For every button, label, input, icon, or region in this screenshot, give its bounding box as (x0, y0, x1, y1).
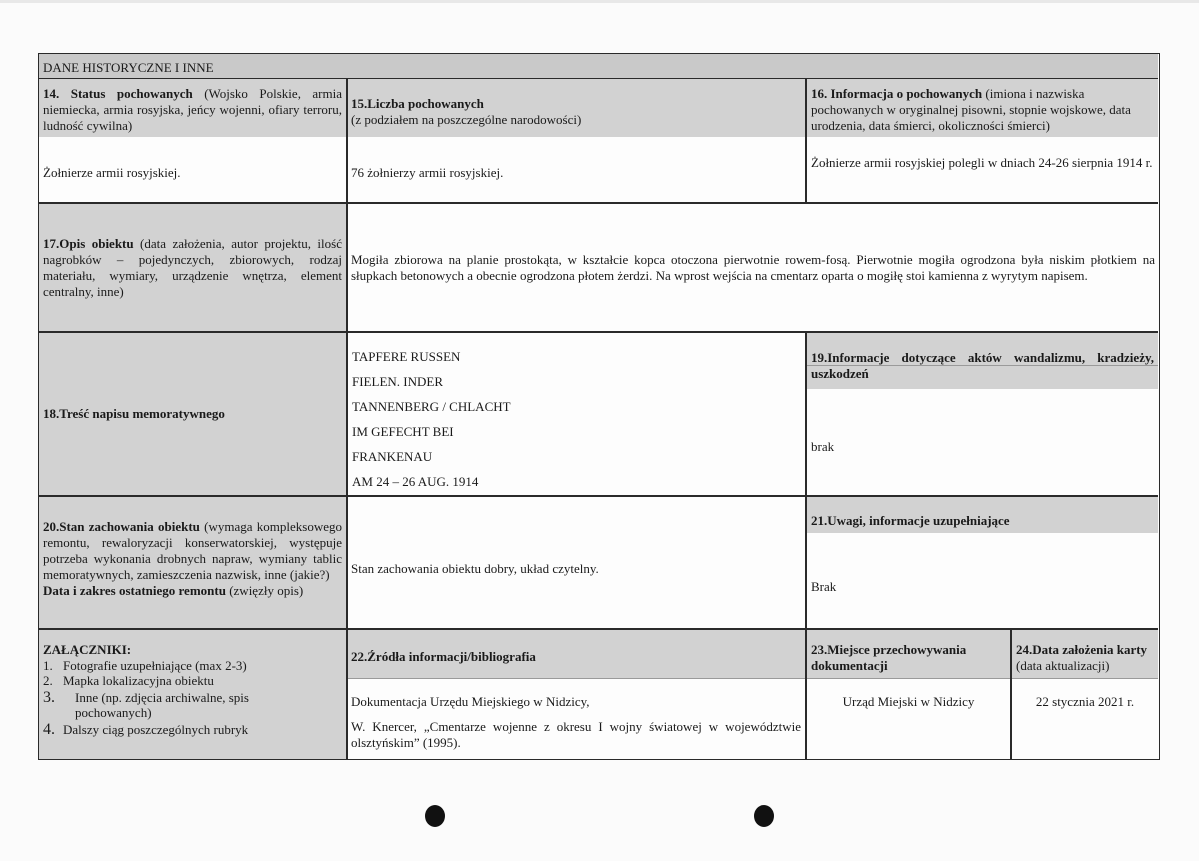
field-16-desc: (imiona i nazwiska pochowanych w oryginalnej pisowni, stopnie wojskowe, data urodzenia, data śmierci, okoliczności śmierci) (811, 86, 1131, 133)
field-21-title: 21.Uwagi, informacje uzupełniające (811, 513, 1010, 528)
field-20-header (39, 497, 346, 628)
attachments-list (43, 658, 342, 737)
field-14-header (39, 79, 346, 137)
field-16-header (807, 79, 1158, 137)
field-20-desc: (wymaga kompleksowego remontu, rewaloryzacji konserwatorskiej, występuje potrzeba wykonania drobnych napraw, wymiany tablic memoratywnych, zamieszczenia nazwisk, inne (jakie?) (43, 519, 342, 582)
field-24-value: 22 stycznia 2021 r. (1035, 694, 1135, 709)
field-21-value: Brak (811, 579, 837, 594)
inscription-line: IM GEFECHT BEI (352, 424, 454, 439)
attachment-item: 2. Mapka lokalizacyjna obiektu (43, 673, 214, 688)
field-22-header (348, 630, 805, 678)
field-23-value: Urząd Miejski w Nidzicy (842, 694, 975, 709)
field-19-value: brak (811, 439, 835, 454)
section-header-text: DANE HISTORYCZNE I INNE (43, 60, 214, 75)
field-19-title: 19.Informacje dotyczące aktów wandalizmu, kradzieży, uszkodzeń (811, 350, 1154, 381)
section-header (39, 54, 1158, 78)
field-15-title: 15.Liczba pochowanych (351, 96, 484, 111)
attachment-item: 3. Inne (np. zdjęcia archiwalne, spis pochowanych) (43, 689, 249, 720)
field-16-title: 16. Informacja o pochowanych (811, 86, 983, 101)
attachment-item: 4. Dalszy ciąg poszczególnych rubryk (43, 721, 249, 738)
field-16-value: Żołnierze armii rosyjskiej polegli w dniach 24-26 sierpnia 1914 r. (811, 155, 1153, 170)
field-18-title: 18.Treść napisu memoratywnego (43, 406, 225, 421)
field-18-inscription (348, 333, 805, 495)
page-edge (0, 0, 1199, 3)
field-20-desc2: (zwięzły opis) (225, 583, 304, 598)
field-14-desc: (Wojsko Polskie, armia niemiecka, armia rosyjska, jeńcy wojenni, ofiary terroru, ludność cywilna) (43, 86, 343, 133)
attachment-item: 1. Fotografie uzupełniające (max 2-3) (43, 658, 247, 673)
field-14-value: Żołnierze armii rosyjskiej. (43, 165, 181, 180)
field-17-desc: (data założenia, autor projektu, ilość nagrobków – pojedynczych, zbiorowych, rodzaj materiału, wymiary, urządzenie wnętrza, element centralny, inne) (43, 235, 342, 299)
field-24-header (1012, 630, 1158, 678)
field-14-title: 14. Status pochowanych (43, 86, 193, 101)
field-22-title: 22.Źródła informacji/bibliografia (351, 649, 536, 664)
field-15-desc: (z podziałem na poszczególne narodowości) (351, 112, 582, 127)
field-23-header (807, 630, 1010, 678)
inscription-line: FIELEN. INDER (352, 374, 443, 389)
inscription-line: FRANKENAU (352, 449, 433, 464)
form-table (38, 53, 1160, 760)
field-17-title: 17.Opis obiektu (43, 235, 134, 251)
field-21-header (807, 497, 1158, 533)
field-22-value: Dokumentacja Urzędu Miejskiego w Nidzicy, W. Knercer, „Cmentarze wojenne z okresu I wojny światowej w województwie olsztyńskim” (1995). (351, 694, 801, 750)
field-20-title: 20.Stan zachowania obiektu (43, 519, 200, 534)
inscription-line: TAPFERE RUSSEN (352, 349, 461, 364)
punch-hole-right (754, 805, 774, 827)
inscription-line: TANNENBERG / CHLACHT (352, 399, 511, 414)
field-17-header (39, 204, 346, 331)
field-20-value: Stan zachowania obiektu dobry, układ czytelny. (351, 561, 599, 576)
field-24-desc: (data aktualizacji) (1016, 658, 1110, 673)
field-24-title: 24.Data założenia karty (1016, 642, 1148, 657)
inscription-line: AM 24 – 26 AUG. 1914 (352, 474, 479, 489)
attachments-box (39, 630, 346, 759)
field-15-header (348, 79, 805, 137)
field-17-value: Mogiła zbiorowa na planie prostokąta, w kształcie kopca otoczona pierwotnie rowem-fosą. Pierwotnie mogiła ogrodzona była niskim płotkiem na słupkach betonowych a obecnie ogrodzona płotem żerdzi. Na wprost wejścia na cmentarz oparta o mogiłę stoi kamienna z wyrytym napisem. (351, 251, 1155, 283)
field-20-title2: Data i zakres ostatniego remontu (43, 583, 226, 598)
field-18-header (39, 333, 346, 495)
attachments-title: ZAŁĄCZNIKI: (43, 642, 132, 657)
field-15-value: 76 żołnierzy armii rosyjskiej. (351, 165, 504, 180)
field-19-header (807, 333, 1158, 389)
field-23-title: 23.Miejsce przechowywania dokumentacji (811, 642, 967, 673)
punch-hole-left (425, 805, 445, 827)
